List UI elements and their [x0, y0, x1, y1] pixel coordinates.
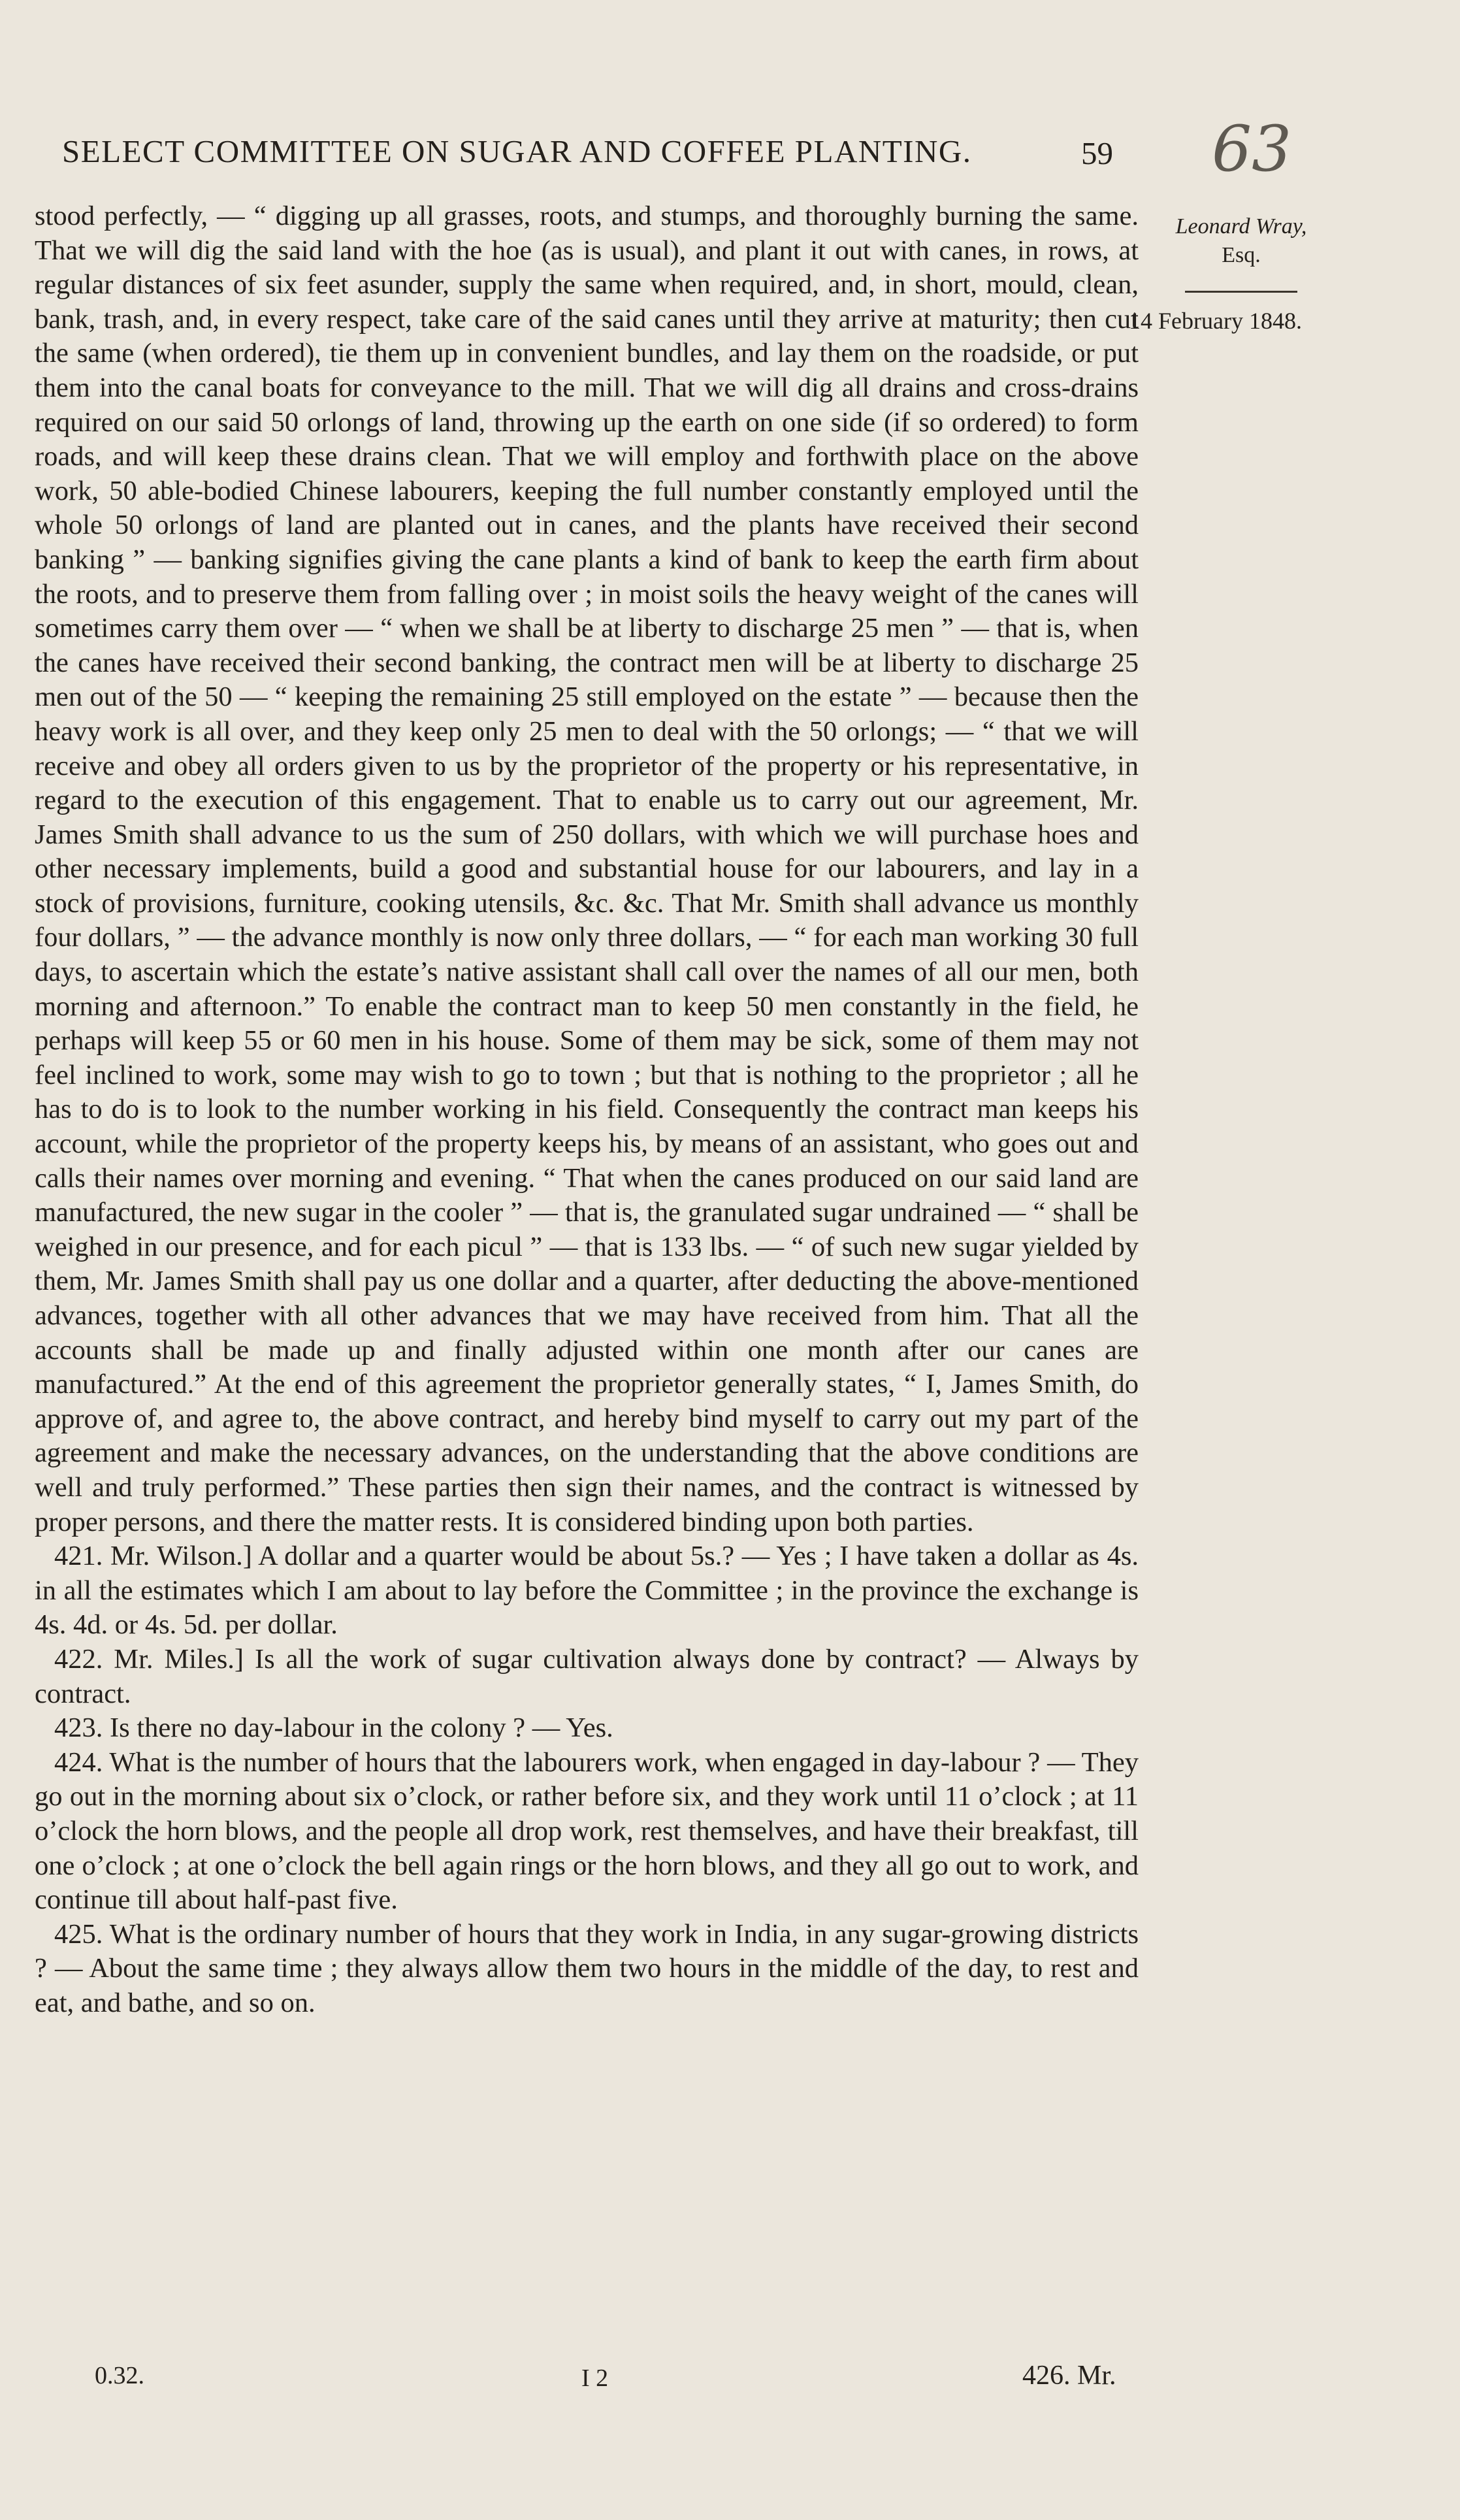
question-421: 421. Mr. Wilson.] A dollar and a quarter would be about 5s.? — Yes ; I have taken a dollar as 4s. in all the estimates which I am about to lay before the Committee ; in the province the exchange is 4s. 4d. or 4s. 5d. per dollar.	[35, 1541, 1139, 1641]
question-424: 424. What is the number of hours that the labourers work, when engaged in day-labour ? — They go out in the morning about six o’clock, or rather before six, and they work until 11 o’clock ; at 11 o’clock the horn blows, and the people all drop work, rest themselves, and have their breakfast, till one o’clock ; at one o’clock the bell again rings or the horn blows, and they all go out to work, and continue till about half-past five.	[35, 1746, 1139, 1916]
footer-catchword: 426. Mr.	[1022, 2361, 1116, 2391]
main-text	[35, 199, 1139, 2020]
testimony-paragraph: stood perfectly, — “ digging up all grasses, roots, and stumps, and thoroughly burning the same. That we will dig the said land with the hoe (as is usual), and plant it out with canes, in rows, at regular distances of six feet asunder, supply the same when required, and, in short, mould, clean, bank, trash, and, in every respect, take care of the said canes until they arrive at maturity; then cut the same (when ordered), tie them up in convenient bundles, and lay them on the roadside, or put them into the canal boats for conveyance to the mill. That we will dig all drains and cross-drains required on our said 50 orlongs of land, throwing up the earth on one side (if so ordered) to form roads, and will keep these drains clean. That we will employ and forthwith place on the above work, 50 able-bodied Chinese labourers, keeping the full number constantly employed until the whole 50 orlongs of land are planted out in canes, and the plants have received their second banking ” — banking signifies giving the cane plants a kind of bank to keep the earth firm about the roots, and to preserve them from falling over ; in moist soils the heavy weight of the canes will sometimes carry them over — “ when we shall be at liberty to discharge 25 men ” — that is, when the canes have received their second banking, the contract men will be at liberty to discharge 25 men out of the 50 — “ keeping the remaining 25 still employed on the estate ” — because then the heavy work is all over, and they keep only 25 men to deal with the 50 orlongs; — “ that we will receive and obey all orders given to us by the proprietor of the property or his representative, in regard to the execution of this engagement. That to enable us to carry out our agreement, Mr. James Smith shall advance to us the sum of 250 dollars, with which we will purchase hoes and other necessary implements, build a good and substantial house for our labourers, and lay in a stock of provisions, furniture, cooking utensils, &c. &c. That Mr. Smith shall advance us monthly four dollars, ” — the advance monthly is now only three dollars, — “ for each man working 30 full days, to ascertain which the estate’s native assistant shall call over the names of all our men, both morning and afternoon.” To enable the contract man to keep 50 men constantly in the field, he perhaps will keep 55 or 60 men in his house. Some of them may be sick, some of them may not feel inclined to work, some may wish to go to town ; but that is nothing to the proprietor ; all he has to do is to look to the number working in his field. Consequently the contract man keeps his account, while the proprietor of the property keeps his, by means of an assistant, who goes out and calls their names over morning and evening. “ That when the canes produced on our said land are manufactured, the new sugar in the cooler ” — that is, the granulated sugar undrained — “ shall be weighed in our presence, and for each picul ” — that is 133 lbs. — “ of such new sugar yielded by them, Mr. James Smith shall pay us one dollar and a quarter, after deducting the above-mentioned advances, together with all other advances that we may have received from him. That all the accounts shall be made up and finally adjusted within one month after our canes are manufactured.” At the end of this agreement the proprietor generally states, “ I, James Smith, do approve of, and agree to, the above contract, and hereby bind myself to carry out my part of the agreement and make the necessary advances, on the understanding that the above conditions are well and truly performed.” These parties then sign their names, and the contract is witnessed by proper persons, and there the matter rests. It is considered binding upon both parties.	[35, 201, 1139, 1537]
footer-signature-mark: I 2	[581, 2365, 609, 2392]
question-422: 422. Mr. Miles.] Is all the work of sugar cultivation always done by contract? — Always by contract.	[35, 1643, 1139, 1709]
question-423: 423. Is there no day-labour in the colony ? — Yes.	[54, 1712, 613, 1744]
page-footer	[0, 2352, 1460, 2404]
witness-date: 14 February 1848.	[1129, 308, 1302, 334]
question-425: 425. What is the ordinary number of hours that they work in India, in any sugar-growing districts ? — About the same time ; they always allow them two hours in the middle of the day, to rest and eat, and bathe, and so on.	[35, 1918, 1139, 2018]
handwritten-folio-number: 63	[1212, 112, 1292, 186]
margin-rule	[1185, 291, 1297, 293]
witness-title: Esq.	[1222, 243, 1261, 267]
witness-name: Leonard Wray,	[1175, 214, 1307, 238]
footer-paper-number: 0.32.	[95, 2362, 144, 2389]
witness-margin-note	[1143, 212, 1339, 308]
page-number: 59	[1081, 135, 1113, 171]
running-title: SELECT COMMITTEE ON SUGAR AND COFFEE PLANTING.	[62, 133, 972, 169]
page-header	[0, 0, 1460, 196]
